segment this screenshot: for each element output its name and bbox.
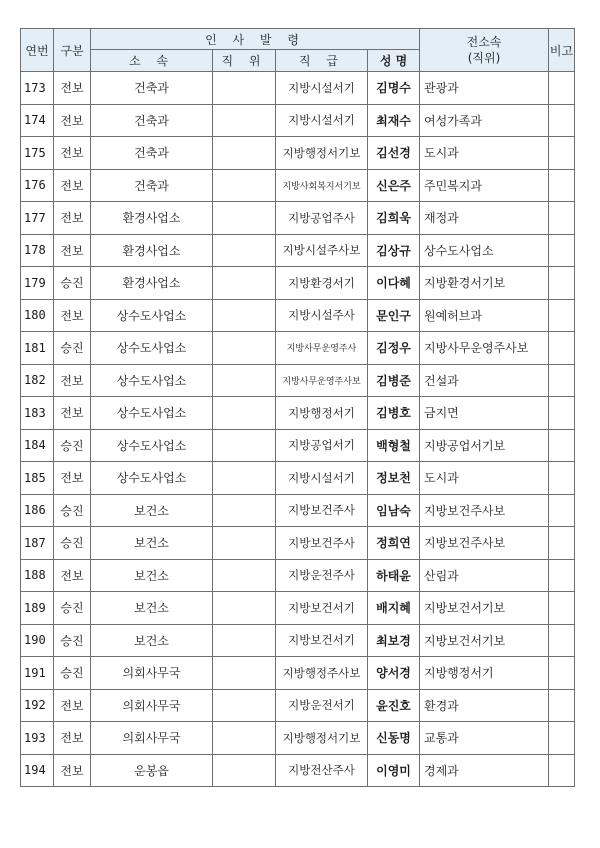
cell-prev-dept: 원예허브과 xyxy=(420,299,549,332)
cell-position xyxy=(213,429,276,462)
cell-dept: 운봉읍 xyxy=(91,754,213,787)
table-row xyxy=(21,332,575,365)
table-row xyxy=(21,754,575,787)
cell-no: 184 xyxy=(21,429,54,462)
cell-name: 김선경 xyxy=(368,137,420,170)
table-row xyxy=(21,559,575,592)
table-row xyxy=(21,169,575,202)
cell-type: 전보 xyxy=(54,364,91,397)
cell-name: 백형철 xyxy=(368,429,420,462)
cell-prev-dept: 환경과 xyxy=(420,689,549,722)
cell-prev-dept: 지방사무운영주사보 xyxy=(420,332,549,365)
table-row xyxy=(21,397,575,430)
cell-dept: 환경사업소 xyxy=(91,202,213,235)
cell-name: 하태윤 xyxy=(368,559,420,592)
cell-remarks xyxy=(549,169,575,202)
cell-position xyxy=(213,72,276,105)
cell-rank: 지방시설서기 xyxy=(276,462,368,495)
cell-position xyxy=(213,624,276,657)
table-row xyxy=(21,657,575,690)
cell-no: 181 xyxy=(21,332,54,365)
cell-prev-dept: 지방공업서기보 xyxy=(420,429,549,462)
cell-rank: 지방보건서기 xyxy=(276,592,368,625)
cell-remarks xyxy=(549,137,575,170)
cell-type: 승진 xyxy=(54,592,91,625)
table-body xyxy=(21,72,575,787)
cell-position xyxy=(213,754,276,787)
table-row xyxy=(21,722,575,755)
cell-name: 신은주 xyxy=(368,169,420,202)
cell-dept: 상수도사업소 xyxy=(91,462,213,495)
cell-dept: 상수도사업소 xyxy=(91,397,213,430)
cell-rank: 지방사회복지서기보 xyxy=(276,169,368,202)
cell-rank: 지방시설주사 xyxy=(276,299,368,332)
cell-dept: 보건소 xyxy=(91,494,213,527)
cell-prev-dept: 도시과 xyxy=(420,137,549,170)
cell-position xyxy=(213,657,276,690)
cell-type: 전보 xyxy=(54,397,91,430)
cell-position xyxy=(213,137,276,170)
cell-remarks xyxy=(549,527,575,560)
table-row xyxy=(21,429,575,462)
cell-no: 186 xyxy=(21,494,54,527)
cell-type: 전보 xyxy=(54,462,91,495)
cell-position xyxy=(213,722,276,755)
cell-no: 188 xyxy=(21,559,54,592)
cell-prev-dept: 지방행정서기 xyxy=(420,657,549,690)
cell-type: 승진 xyxy=(54,624,91,657)
cell-no: 175 xyxy=(21,137,54,170)
cell-prev-dept: 도시과 xyxy=(420,462,549,495)
cell-rank: 지방공업주사 xyxy=(276,202,368,235)
cell-type: 전보 xyxy=(54,137,91,170)
header-type: 구분 xyxy=(54,29,91,72)
cell-remarks xyxy=(549,202,575,235)
cell-remarks xyxy=(549,689,575,722)
cell-dept: 건축과 xyxy=(91,169,213,202)
cell-rank: 지방운전서기 xyxy=(276,689,368,722)
cell-position xyxy=(213,169,276,202)
cell-type: 승진 xyxy=(54,527,91,560)
cell-position xyxy=(213,234,276,267)
cell-prev-dept: 재정과 xyxy=(420,202,549,235)
table-header xyxy=(21,29,575,72)
cell-rank: 지방시설서기 xyxy=(276,104,368,137)
cell-dept: 보건소 xyxy=(91,624,213,657)
cell-remarks xyxy=(549,592,575,625)
table-row xyxy=(21,299,575,332)
cell-remarks xyxy=(549,429,575,462)
cell-name: 김명수 xyxy=(368,72,420,105)
table-row xyxy=(21,202,575,235)
cell-remarks xyxy=(549,624,575,657)
cell-prev-dept: 경제과 xyxy=(420,754,549,787)
header-appointment: 인 사 발 령 xyxy=(91,29,420,50)
personnel-table xyxy=(20,28,575,787)
cell-type: 승진 xyxy=(54,494,91,527)
cell-position xyxy=(213,494,276,527)
cell-no: 174 xyxy=(21,104,54,137)
cell-dept: 환경사업소 xyxy=(91,234,213,267)
cell-position xyxy=(213,267,276,300)
cell-position xyxy=(213,299,276,332)
cell-dept: 의회사무국 xyxy=(91,657,213,690)
cell-name: 김상규 xyxy=(368,234,420,267)
cell-remarks xyxy=(549,364,575,397)
header-prev-dept-line1: 전소속 xyxy=(466,35,502,49)
personnel-order-sheet xyxy=(20,28,574,787)
cell-no: 189 xyxy=(21,592,54,625)
cell-no: 178 xyxy=(21,234,54,267)
cell-prev-dept: 관광과 xyxy=(420,72,549,105)
cell-rank: 지방시설주사보 xyxy=(276,234,368,267)
cell-position xyxy=(213,202,276,235)
cell-rank: 지방보건서기 xyxy=(276,624,368,657)
table-row xyxy=(21,267,575,300)
cell-no: 185 xyxy=(21,462,54,495)
cell-rank: 지방보건주사 xyxy=(276,527,368,560)
cell-position xyxy=(213,332,276,365)
header-prev-dept-line2: (직위) xyxy=(467,51,501,65)
cell-name: 김희욱 xyxy=(368,202,420,235)
cell-position xyxy=(213,104,276,137)
cell-remarks xyxy=(549,234,575,267)
cell-prev-dept: 지방보건서기보 xyxy=(420,624,549,657)
cell-remarks xyxy=(549,267,575,300)
cell-type: 전보 xyxy=(54,689,91,722)
cell-rank: 지방행정서기보 xyxy=(276,137,368,170)
header-remarks: 비고 xyxy=(549,29,575,72)
cell-type: 승진 xyxy=(54,332,91,365)
cell-no: 187 xyxy=(21,527,54,560)
cell-rank: 지방행정서기 xyxy=(276,397,368,430)
cell-name: 신동명 xyxy=(368,722,420,755)
cell-dept: 건축과 xyxy=(91,72,213,105)
cell-position xyxy=(213,527,276,560)
cell-name: 최보경 xyxy=(368,624,420,657)
cell-no: 193 xyxy=(21,722,54,755)
cell-rank: 지방환경서기 xyxy=(276,267,368,300)
cell-name: 이영미 xyxy=(368,754,420,787)
header-prev-dept xyxy=(420,29,549,72)
cell-rank: 지방사무운영주사보 xyxy=(276,364,368,397)
table-row xyxy=(21,364,575,397)
cell-remarks xyxy=(549,397,575,430)
cell-position xyxy=(213,592,276,625)
cell-no: 177 xyxy=(21,202,54,235)
cell-name: 최재수 xyxy=(368,104,420,137)
table-row xyxy=(21,104,575,137)
cell-remarks xyxy=(549,332,575,365)
cell-prev-dept: 지방보건주사보 xyxy=(420,527,549,560)
table-row xyxy=(21,462,575,495)
cell-dept: 건축과 xyxy=(91,137,213,170)
cell-remarks xyxy=(549,72,575,105)
table-row xyxy=(21,137,575,170)
cell-dept: 상수도사업소 xyxy=(91,332,213,365)
cell-type: 전보 xyxy=(54,559,91,592)
cell-rank: 지방행정서기보 xyxy=(276,722,368,755)
cell-no: 173 xyxy=(21,72,54,105)
cell-type: 전보 xyxy=(54,72,91,105)
cell-position xyxy=(213,364,276,397)
cell-rank: 지방공업서기 xyxy=(276,429,368,462)
cell-remarks xyxy=(549,722,575,755)
cell-position xyxy=(213,689,276,722)
table-row xyxy=(21,527,575,560)
cell-no: 190 xyxy=(21,624,54,657)
cell-name: 김병준 xyxy=(368,364,420,397)
cell-no: 176 xyxy=(21,169,54,202)
table-row xyxy=(21,689,575,722)
cell-name: 배지혜 xyxy=(368,592,420,625)
cell-prev-dept: 주민복지과 xyxy=(420,169,549,202)
cell-name: 김병호 xyxy=(368,397,420,430)
cell-remarks xyxy=(549,657,575,690)
cell-dept: 보건소 xyxy=(91,527,213,560)
cell-rank: 지방시설서기 xyxy=(276,72,368,105)
cell-type: 전보 xyxy=(54,299,91,332)
cell-rank: 지방운전주사 xyxy=(276,559,368,592)
cell-prev-dept: 여성가족과 xyxy=(420,104,549,137)
cell-type: 전보 xyxy=(54,754,91,787)
cell-name: 정보천 xyxy=(368,462,420,495)
cell-type: 승진 xyxy=(54,429,91,462)
cell-dept: 상수도사업소 xyxy=(91,364,213,397)
cell-no: 191 xyxy=(21,657,54,690)
cell-no: 179 xyxy=(21,267,54,300)
cell-remarks xyxy=(549,299,575,332)
cell-rank: 지방보건주사 xyxy=(276,494,368,527)
cell-rank: 지방행정주사보 xyxy=(276,657,368,690)
cell-dept: 상수도사업소 xyxy=(91,429,213,462)
cell-dept: 건축과 xyxy=(91,104,213,137)
table-row xyxy=(21,72,575,105)
cell-prev-dept: 지방환경서기보 xyxy=(420,267,549,300)
cell-name: 김정우 xyxy=(368,332,420,365)
cell-no: 183 xyxy=(21,397,54,430)
cell-type: 승진 xyxy=(54,657,91,690)
header-name: 성 명 xyxy=(368,50,420,72)
header-dept: 소 속 xyxy=(91,50,213,72)
cell-position xyxy=(213,559,276,592)
cell-remarks xyxy=(549,494,575,527)
cell-dept: 의회사무국 xyxy=(91,722,213,755)
cell-type: 전보 xyxy=(54,234,91,267)
table-row xyxy=(21,234,575,267)
cell-name: 양서경 xyxy=(368,657,420,690)
cell-type: 전보 xyxy=(54,169,91,202)
header-rank: 직 급 xyxy=(276,50,368,72)
cell-dept: 상수도사업소 xyxy=(91,299,213,332)
cell-no: 192 xyxy=(21,689,54,722)
cell-name: 임남숙 xyxy=(368,494,420,527)
cell-dept: 보건소 xyxy=(91,592,213,625)
cell-position xyxy=(213,397,276,430)
cell-dept: 환경사업소 xyxy=(91,267,213,300)
cell-prev-dept: 지방보건서기보 xyxy=(420,592,549,625)
cell-type: 승진 xyxy=(54,267,91,300)
table-row xyxy=(21,494,575,527)
cell-prev-dept: 산림과 xyxy=(420,559,549,592)
cell-remarks xyxy=(549,754,575,787)
cell-name: 이다혜 xyxy=(368,267,420,300)
cell-name: 윤진호 xyxy=(368,689,420,722)
cell-rank: 지방사무운영주사 xyxy=(276,332,368,365)
cell-prev-dept: 건설과 xyxy=(420,364,549,397)
cell-name: 정희연 xyxy=(368,527,420,560)
header-no: 연번 xyxy=(21,29,54,72)
header-position: 직 위 xyxy=(213,50,276,72)
table-row xyxy=(21,592,575,625)
cell-remarks xyxy=(549,104,575,137)
cell-dept: 보건소 xyxy=(91,559,213,592)
cell-type: 전보 xyxy=(54,202,91,235)
cell-dept: 의회사무국 xyxy=(91,689,213,722)
cell-name: 문인구 xyxy=(368,299,420,332)
cell-no: 180 xyxy=(21,299,54,332)
cell-prev-dept: 지방보건주사보 xyxy=(420,494,549,527)
cell-prev-dept: 금지면 xyxy=(420,397,549,430)
cell-remarks xyxy=(549,462,575,495)
cell-no: 194 xyxy=(21,754,54,787)
cell-type: 전보 xyxy=(54,104,91,137)
cell-type: 전보 xyxy=(54,722,91,755)
cell-prev-dept: 교통과 xyxy=(420,722,549,755)
cell-remarks xyxy=(549,559,575,592)
cell-position xyxy=(213,462,276,495)
cell-prev-dept: 상수도사업소 xyxy=(420,234,549,267)
table-row xyxy=(21,624,575,657)
cell-rank: 지방전산주사 xyxy=(276,754,368,787)
cell-no: 182 xyxy=(21,364,54,397)
